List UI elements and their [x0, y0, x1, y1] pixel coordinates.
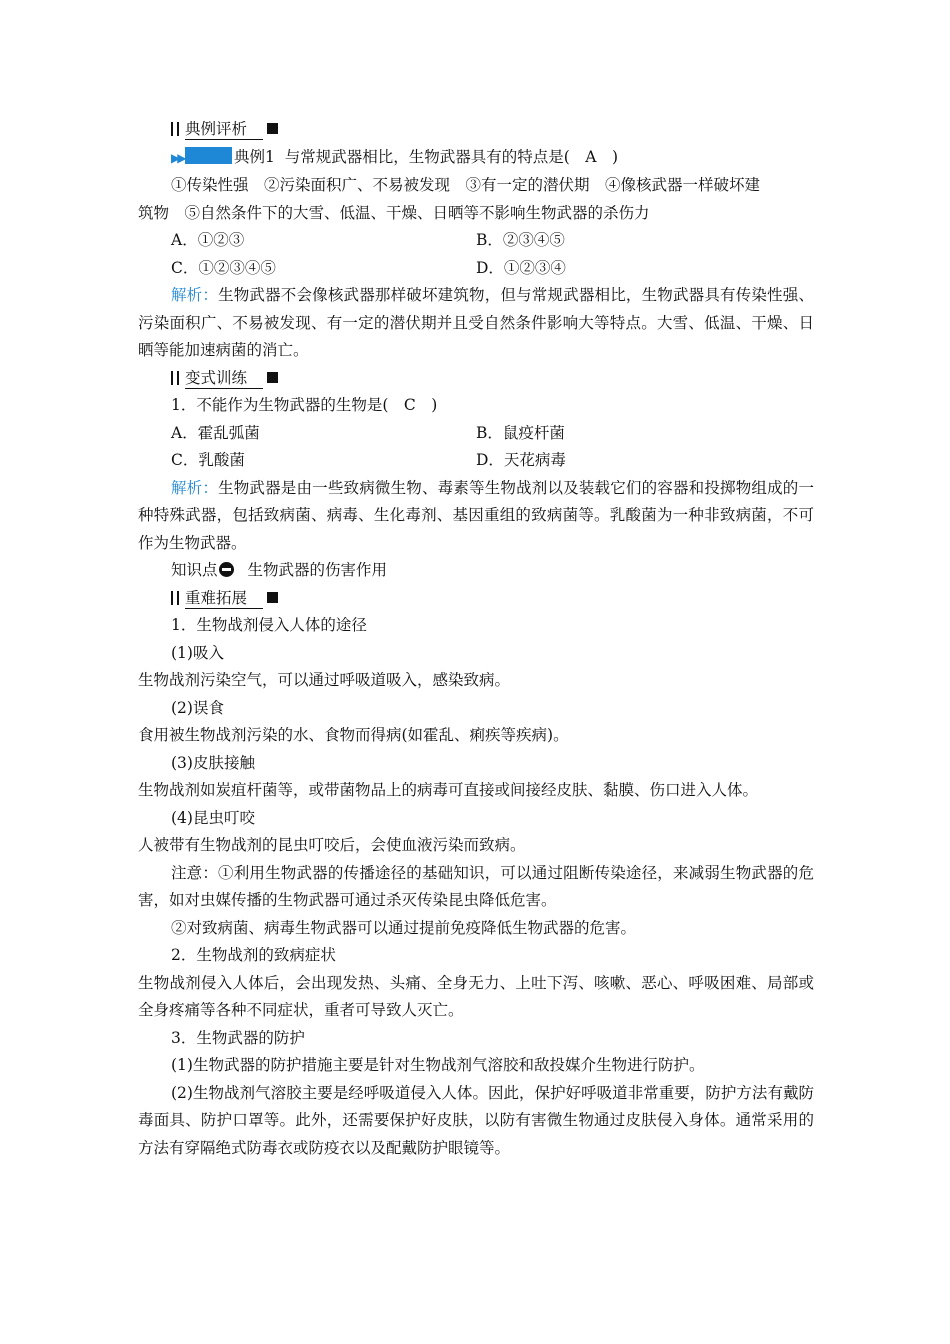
route-2-title: (2)误食 — [171, 698, 224, 717]
heading-bar-icon — [177, 122, 179, 136]
option-d: D．天花病毒 — [476, 451, 566, 469]
heading-bar-icon — [177, 591, 179, 605]
analysis-label: 解析： — [171, 478, 219, 497]
subheading-2: 2．生物战剂的致病症状 — [171, 946, 336, 964]
exercise-question: 1．不能作为生物武器的生物是( C ) — [171, 396, 438, 414]
example-label: 典例1 — [234, 147, 275, 166]
black-square-icon — [267, 372, 278, 383]
knowledge-point-heading — [138, 557, 814, 585]
double-arrow-icon: ▶▶ — [171, 150, 184, 165]
exercise-options-row2 — [138, 447, 814, 475]
example-tag-box — [185, 147, 232, 164]
route-1-title: (1)吸入 — [171, 643, 224, 662]
number-two-badge-icon — [219, 562, 234, 577]
subheading-3: 3．生物武器的防护 — [171, 1028, 305, 1047]
exercise-options-row1 — [138, 420, 814, 448]
section-heading-example — [138, 116, 814, 144]
route-2-text: 食用被生物战剂污染的水、食物而得病(如霍乱、痢疾等疾病)。 — [138, 726, 569, 744]
document-page — [138, 116, 814, 1162]
example-options-row1 — [138, 227, 814, 255]
example-options-row2 — [138, 255, 814, 283]
protection-1: (1)生物武器的防护措施主要是针对生物战剂气溶胶和敌投媒介生物进行防护。 — [171, 1056, 705, 1074]
route-4-title: (4)昆虫叮咬 — [171, 808, 255, 827]
heading-bar-icon — [171, 371, 173, 385]
option-a: A．①②③ — [171, 231, 245, 249]
route-4-text: 人被带有生物战剂的昆虫叮咬后，会使血液污染而致病。 — [138, 836, 526, 854]
example-statements-line2: 筑物 ⑤自然条件下的大雪、低温、干燥、日晒等不影响生物武器的杀伤力 — [138, 203, 650, 222]
protection-2: (2)生物战剂气溶胶主要是经呼吸道侵入人体。因此，保护好呼吸道非常重要，防护方法有戴防毒面具、防护口罩等。此外，还需要保护好皮肤，以防有害微生物通过皮肤侵入身体。通常采用的方法有穿隔绝式防毒衣或防疫衣以及配戴防护眼镜等。 — [138, 1083, 814, 1157]
section-heading-exercise — [138, 365, 814, 393]
route-3-text: 生物战剂如炭疽杆菌等，或带菌物品上的病毒可直接或间接经皮肤、黏膜、伤口进入人体。 — [138, 781, 759, 799]
section-title: 重难拓展 — [185, 588, 263, 609]
example-question — [138, 144, 814, 173]
note-2: ②对致病菌、病毒生物武器可以通过提前免疫降低生物武器的危害。 — [171, 918, 637, 937]
example-analysis — [138, 282, 814, 365]
section-title: 典例评析 — [185, 119, 263, 140]
example-statements-line1: ①传染性强 ②污染面积广、不易被发现 ③有一定的潜伏期 ④像核武器一样破坏建 — [171, 176, 761, 194]
exercise-analysis — [138, 475, 814, 558]
option-a: A．霍乱弧菌 — [171, 423, 260, 442]
option-b: B．鼠疫杆菌 — [476, 423, 565, 442]
black-square-icon — [267, 123, 278, 134]
symptoms-text: 生物战剂侵入人体后，会出现发热、头痛、全身无力、上吐下泻、咳嗽、恶心、呼吸困难、局部或全身疼痛等各种不同症状，重者可导致人灭亡。 — [138, 973, 814, 1019]
section-heading-extension — [138, 585, 814, 613]
heading-bar-icon — [171, 122, 173, 136]
heading-bar-icon — [177, 371, 179, 385]
black-square-icon — [267, 592, 278, 603]
example-question-text: 与常规武器相比，生物武器具有的特点是( A ) — [284, 147, 619, 166]
heading-bar-icon — [171, 591, 173, 605]
analysis-text: 生物武器是由一些致病微生物、毒素等生物战剂以及装载它们的容器和投掷物组成的一种特殊武器，包括致病菌、病毒、生化毒剂、基因重组的致病菌等。乳酸菌为一种非致病菌，不可作为生物武器。 — [138, 478, 814, 552]
option-c: C．乳酸菌 — [171, 451, 245, 469]
analysis-text: 生物武器不会像核武器那样破坏建筑物，但与常规武器相比，生物武器具有传染性强、污染面积广、不易被发现、有一定的潜伏期并且受自然条件影响大等特点。大雪、低温、干燥、日晒等能加速病菌的消亡。 — [138, 286, 814, 359]
note-1: 注意：①利用生物武器的传播途径的基础知识，可以通过阻断传染途径，来减弱生物武器的危害，如对虫媒传播的生物武器可通过杀灭传染昆虫降低危害。 — [138, 863, 814, 909]
knowledge-title: 生物武器的伤害作用 — [247, 561, 388, 579]
section-title: 变式训练 — [185, 368, 263, 389]
subheading-1: 1．生物战剂侵入人体的途径 — [171, 616, 367, 634]
option-b: B．②③④⑤ — [476, 231, 565, 249]
analysis-label: 解析： — [171, 286, 219, 304]
option-c: C．①②③④⑤ — [171, 258, 276, 277]
option-d: D．①②③④ — [476, 258, 566, 277]
route-3-title: (3)皮肤接触 — [171, 753, 255, 772]
knowledge-label: 知识点 — [171, 561, 218, 579]
route-1-text: 生物战剂污染空气，可以通过呼吸道吸入，感染致病。 — [138, 671, 511, 689]
